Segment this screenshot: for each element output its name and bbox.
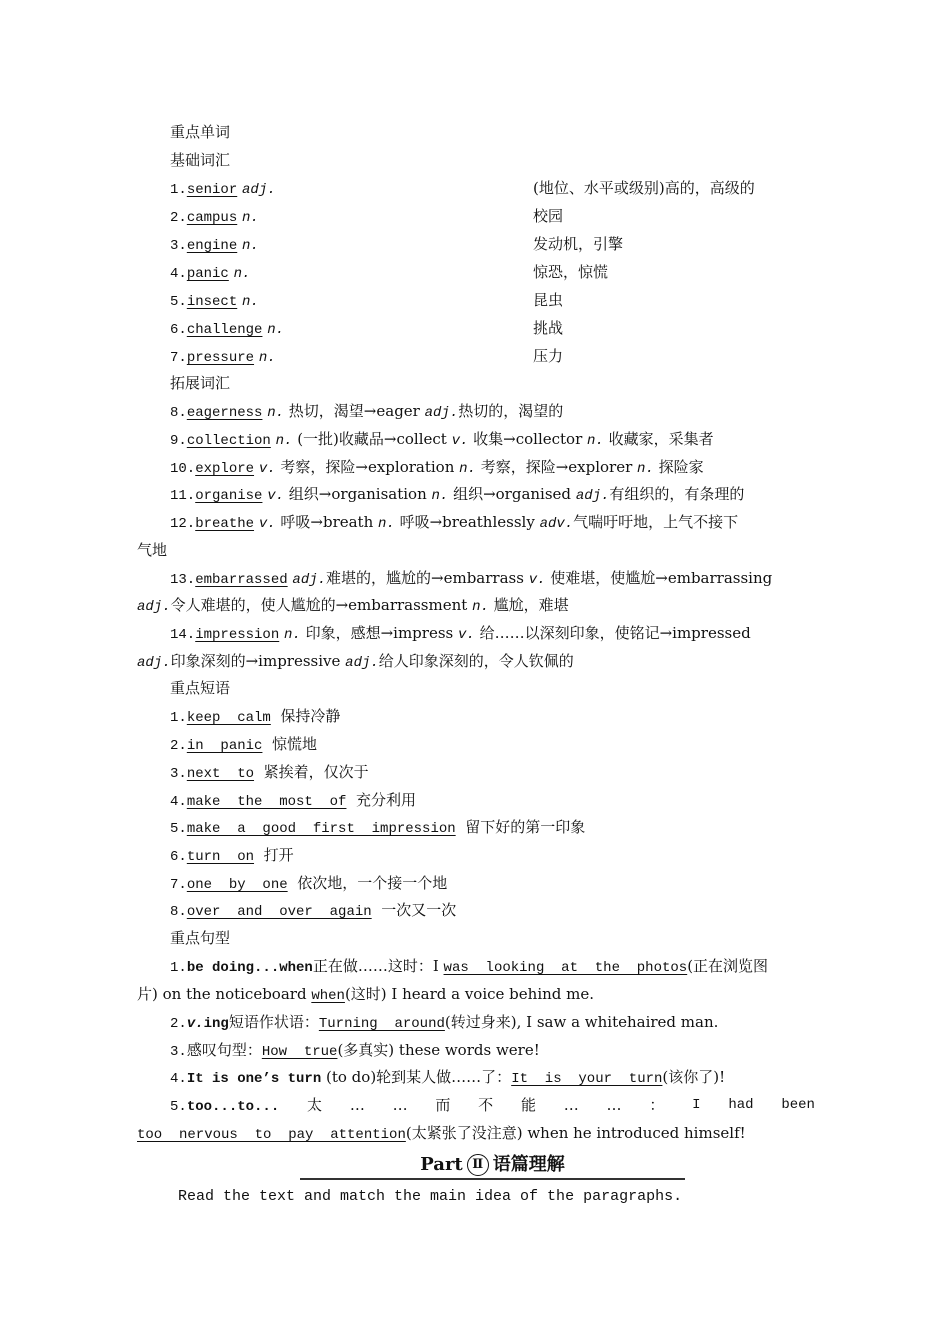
vocab-meaning: 挑战 xyxy=(533,319,564,337)
part-header xyxy=(300,1150,685,1182)
vocab-meaning: 发动机，引擎 xyxy=(533,235,624,253)
section-heading-vocab: 重点单词 xyxy=(170,123,231,141)
vocab-meaning: 校园 xyxy=(533,207,564,225)
vocab-meaning: 惊恐，惊慌 xyxy=(533,263,609,281)
sentence-continuation: 片) on the noticeboard when(这时) I heard a voice behind me. xyxy=(137,985,595,1004)
phrase-row: 6.turn on 打开 xyxy=(170,846,294,865)
ext-vocab-continuation: adj.印象深刻的→impressive adj.给人印象深刻的，令人钦佩的 xyxy=(137,652,574,671)
phrase-row: 1.keep calm 保持冷静 xyxy=(170,707,341,726)
sentence-row: 2.v.ing短语作状语：Turning around(转过身来), I saw a whitehaired man. xyxy=(170,1013,719,1032)
sentence-row: 3.感叹句型：How true(多真实) these words were! xyxy=(170,1041,540,1060)
section-heading-phrases: 重点短语 xyxy=(170,679,231,697)
ext-vocab-row: 13.embarrassed adj.难堪的，尴尬的→embarrass v. 使难堪，使尴尬→embarrassing xyxy=(170,569,773,588)
ext-vocab-row: 14.impression n. 印象，感想→impress v. 给……以深刻印象，使铭记→impressed xyxy=(170,624,751,643)
phrase-row: 3.next to 紧挨着，仅次于 xyxy=(170,763,369,782)
vocab-meaning: 压力 xyxy=(533,347,564,365)
phrase-row: 5.make a good first impression 留下好的第一印象 xyxy=(170,818,586,837)
ext-vocab-row: 9.collection n. (一批)收藏品→collect v. 收集→collector n. 收藏家，采集者 xyxy=(170,430,714,449)
ext-vocab-row: 10.explore v. 考察，探险→exploration n. 考察，探险→explorer n. 探险家 xyxy=(170,458,704,477)
part-title: Part Ⅱ 语篇理解 xyxy=(420,1154,565,1175)
ext-vocab-row: 11.organise v. 组织→organisation n. 组织→organised adj.有组织的，有条理的 xyxy=(170,485,745,504)
ext-vocab-row: 8.eagerness n. 热切，渴望→eager adj.热切的，渴望的 xyxy=(170,402,564,421)
sentence-row: 1.be doing...when正在做……这时：I was looking at the photos(正在浏览图 xyxy=(170,957,769,976)
vocab-row: 3.engine n. xyxy=(170,238,259,254)
phrase-row: 8.over and over again 一次又一次 xyxy=(170,901,457,920)
ext-vocab-continuation: adj.令人难堪的，使人尴尬的→embarrassment n. 尴尬，难堪 xyxy=(137,596,569,615)
part-number-badge: Ⅱ xyxy=(467,1154,489,1176)
sentence-continuation: too nervous to pay attention(太紧张了没注意) when he introduced himself! xyxy=(137,1124,746,1143)
ext-vocab-continuation: 气地 xyxy=(137,541,168,559)
vocab-meaning: 昆虫 xyxy=(533,291,564,309)
vocab-meaning: (地位、水平或级别)高的，高级的 xyxy=(533,179,755,197)
subheading-extended: 拓展词汇 xyxy=(170,374,231,392)
ext-vocab-row: 12.breathe v. 呼吸→breath n. 呼吸→breathlessly adv.气喘吁吁地，上气不接下 xyxy=(170,513,739,532)
vocab-row: 4.panic n. xyxy=(170,266,251,282)
vocab-row: 7.pressure n. xyxy=(170,350,276,366)
vocab-row: 5.insect n. xyxy=(170,294,259,310)
phrase-row: 2.in panic 惊慌地 xyxy=(170,735,317,754)
section-heading-sentences: 重点句型 xyxy=(170,929,231,947)
instruction-text: Read the text and match the main idea of the paragraphs. xyxy=(178,1188,683,1205)
subheading-basic: 基础词汇 xyxy=(170,151,231,169)
phrase-row: 4.make the most of 充分利用 xyxy=(170,791,417,810)
vocab-row: 2.campus n. xyxy=(170,210,259,226)
vocab-row: 6.challenge n. xyxy=(170,322,285,338)
phrase-row: 7.one by one 依次地，一个接一个地 xyxy=(170,874,448,893)
part-header-rule xyxy=(300,1178,685,1180)
vocab-row: 1.senior adj. xyxy=(170,182,276,198)
sentence-row: 4.It is one’s turn (to do)轮到某人做……了：It is your turn(该你了)! xyxy=(170,1068,726,1087)
sentence-row-justified: 5.too...to... 太 … … 而 不 能 … … ： I had been xyxy=(170,1096,815,1115)
